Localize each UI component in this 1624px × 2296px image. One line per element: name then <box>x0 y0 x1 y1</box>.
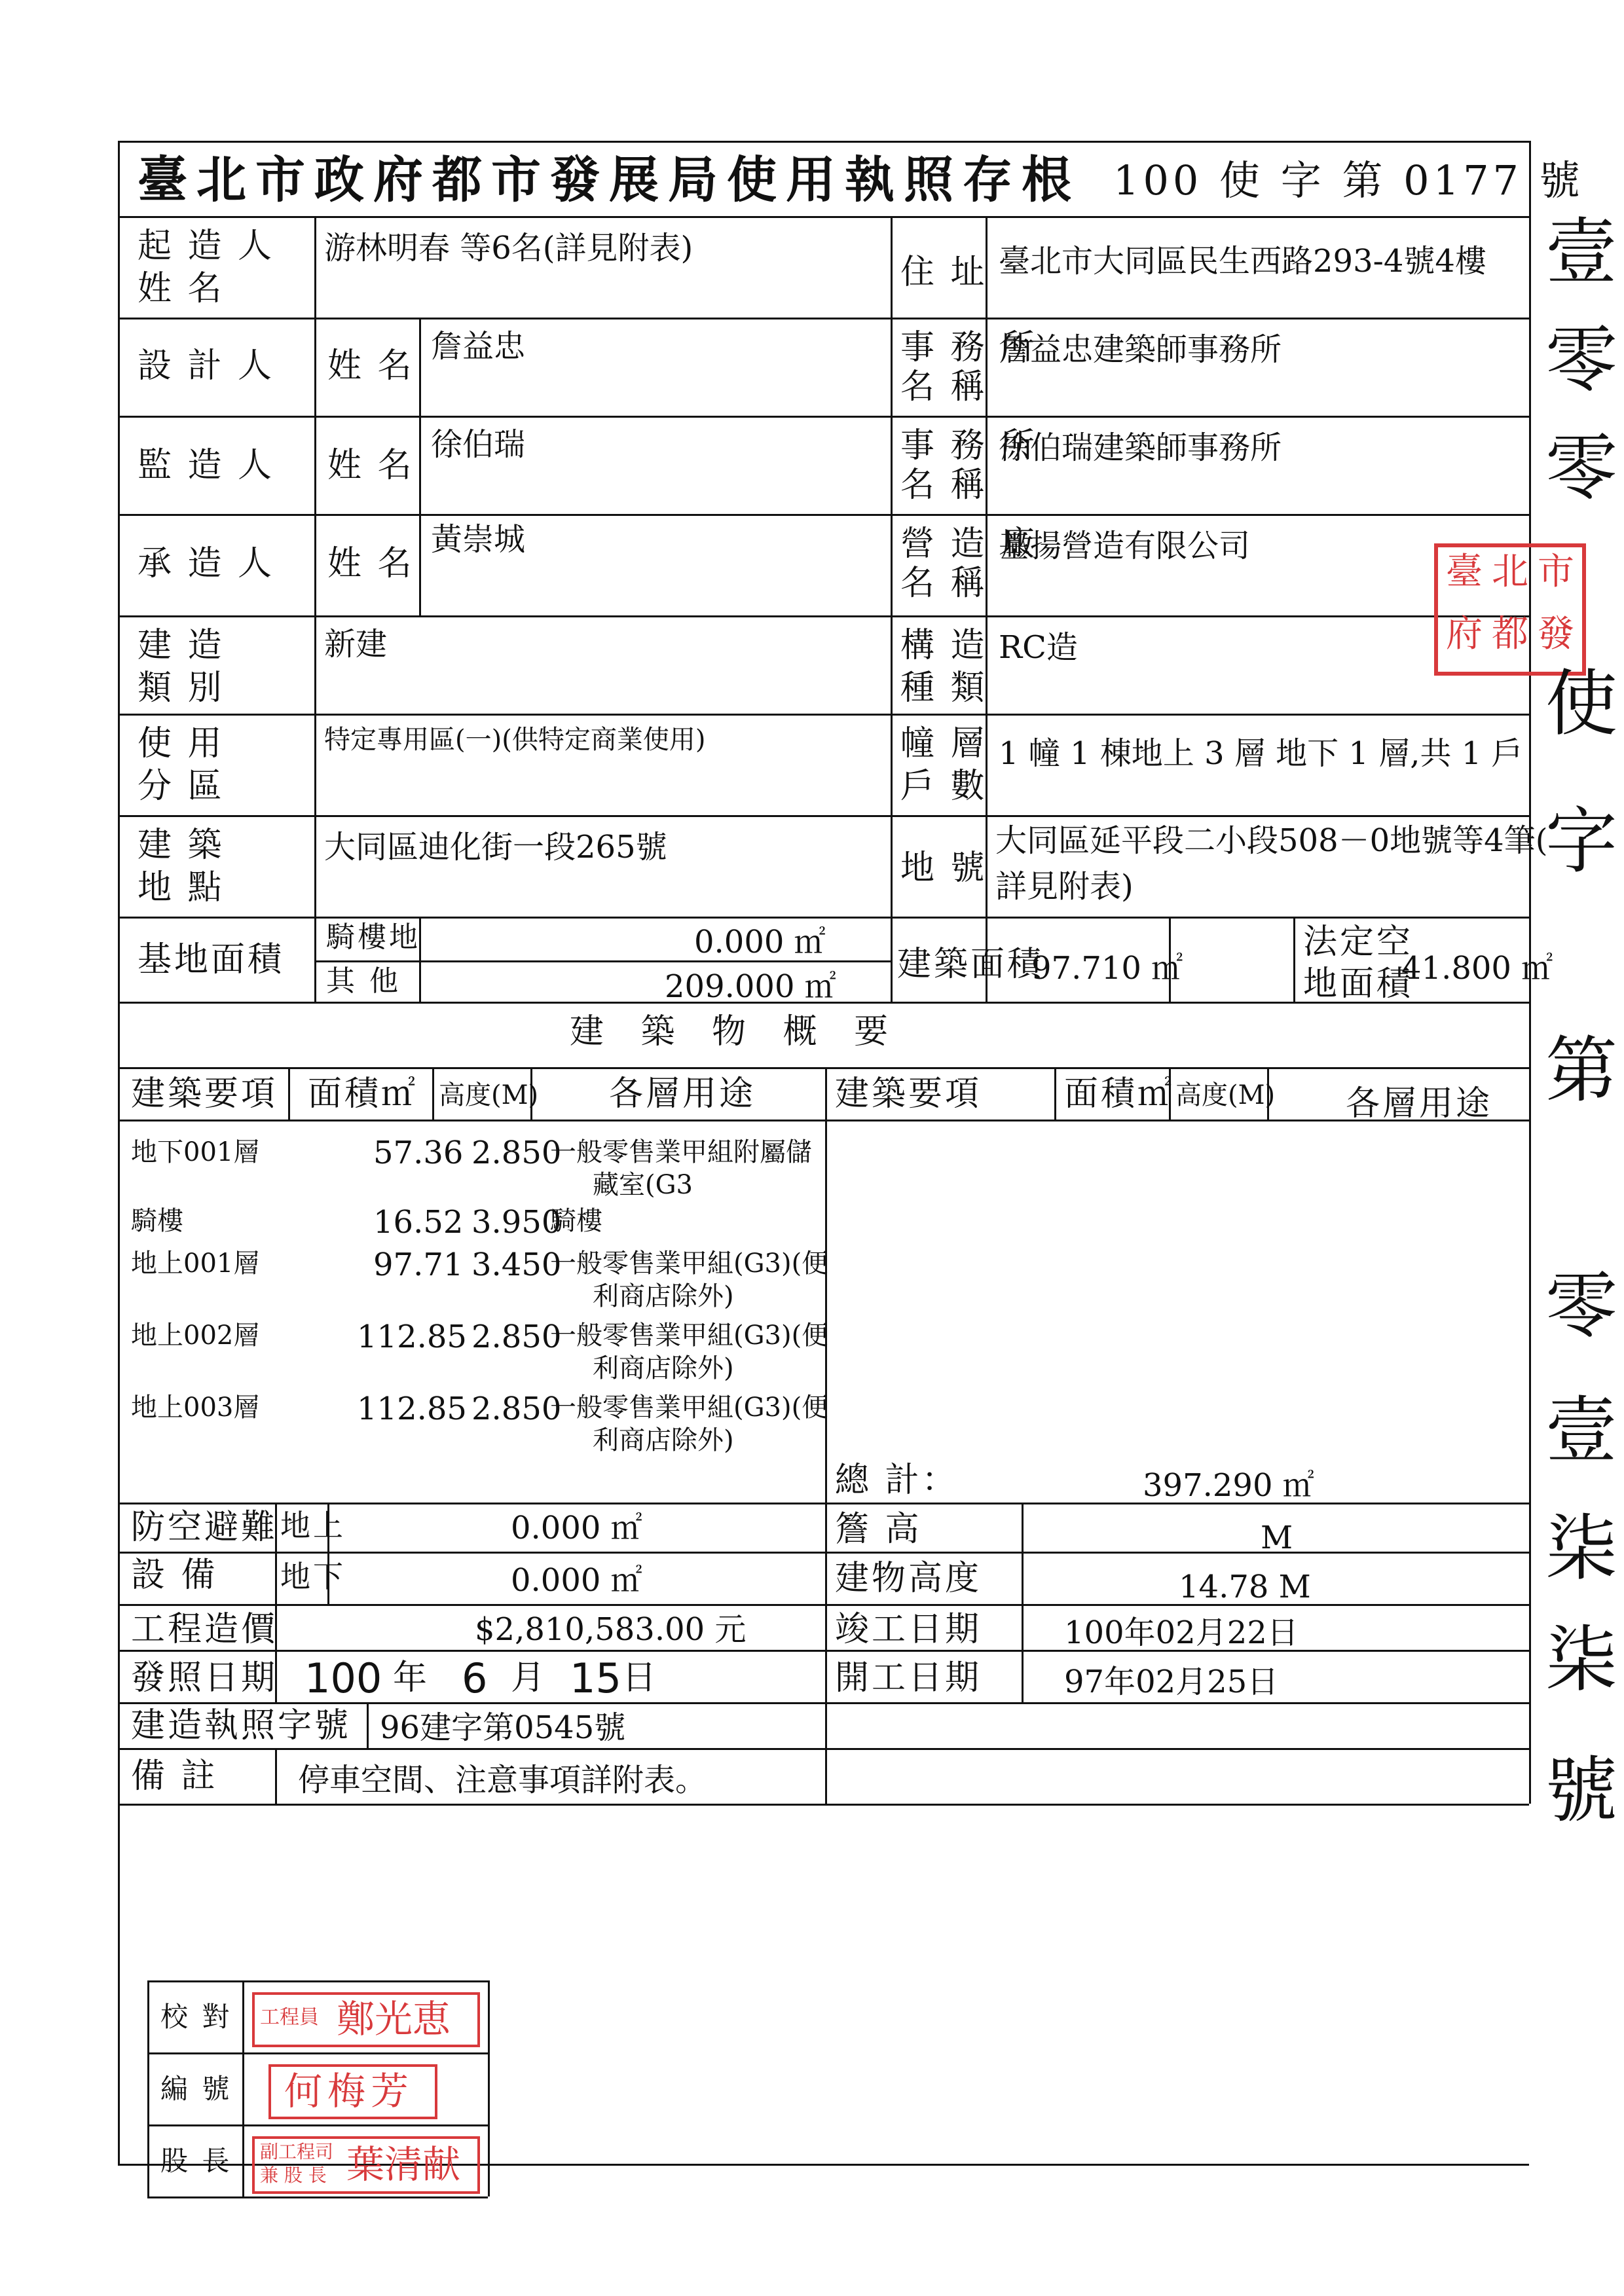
site-label-2: 地 點 <box>138 868 225 907</box>
factory-label-2: 名 稱 <box>900 564 987 603</box>
construction-permit-value: 96建字第0545號 <box>380 1709 626 1746</box>
chief-stamp-name: 葉清献 <box>346 2142 461 2187</box>
zoning-label-1: 使 用 <box>138 724 225 763</box>
overview-heading: 建 築 物 概 要 <box>570 1012 902 1051</box>
floors-label-2: 戶 數 <box>900 767 987 806</box>
side-char: 第 <box>1545 1029 1617 1112</box>
seal-char: 發 <box>1538 613 1574 655</box>
applicant-value: 游林明春 等6名(詳見附表) <box>324 230 693 266</box>
shelter-label-1: 防空避難 <box>131 1508 278 1547</box>
supervisor-name-label: 姓 名 <box>327 446 415 485</box>
building-area-label: 建築面積 <box>897 945 1044 984</box>
other-label: 其 他 <box>326 964 401 998</box>
chief-stamp <box>252 2136 480 2194</box>
designer-name-label: 姓 名 <box>327 346 415 386</box>
floor-item: 騎樓 <box>131 1206 183 1236</box>
shelter-below-value: 0.000 ㎡ <box>511 1562 642 1599</box>
shelter-above-label: 地上 <box>280 1508 346 1543</box>
col-item-right: 建築要項 <box>835 1074 982 1114</box>
floor-height: 3.950 <box>471 1204 562 1241</box>
floor-use-line1: 一般零售業甲組附屬儲 <box>550 1137 812 1167</box>
base-area-label: 基地面積 <box>138 940 285 979</box>
lot-value-2: 詳見附表) <box>995 868 1134 905</box>
col-height-left: 高度(M) <box>439 1080 539 1110</box>
floor-use-line2: 利商店除外) <box>593 1353 734 1383</box>
floor-area: 112.85 <box>357 1319 467 1355</box>
total-value: 397.290 ㎡ <box>1143 1467 1314 1504</box>
section-chief-label: 股 長 <box>160 2145 232 2177</box>
engineer-stamp-name: 鄭光恵 <box>337 1997 451 2041</box>
engineer-stamp-title: 工程員 <box>260 2006 319 2029</box>
number-stamp-name: 何梅芳 <box>284 2069 415 2113</box>
zoning-label-2: 分 區 <box>138 767 225 806</box>
eaves-value: M <box>1261 1520 1293 1556</box>
floor-area: 97.71 <box>373 1247 464 1283</box>
official-seal <box>1434 543 1586 676</box>
floor-use-line1: 騎樓 <box>550 1206 602 1236</box>
designer-label: 設 計 人 <box>138 346 275 386</box>
floor-height: 2.850 <box>471 1319 562 1355</box>
seal-char: 都 <box>1492 613 1528 655</box>
applicant-label-1: 起 造 人 <box>138 227 275 266</box>
bldg-height-label: 建物高度 <box>835 1559 982 1598</box>
total-label: 總 計： <box>835 1461 959 1500</box>
floor-use-line1: 一般零售業甲組(G3)(便 <box>550 1248 828 1279</box>
col-height-right: 高度(M) <box>1175 1080 1276 1110</box>
seal-char: 市 <box>1538 551 1574 593</box>
side-char: 壹 <box>1545 210 1617 294</box>
seal-char: 臺 <box>1446 551 1483 593</box>
side-char: 柒 <box>1545 1506 1617 1590</box>
shelter-above-value: 0.000 ㎡ <box>511 1510 642 1546</box>
zoning-value: 特定專用區(一)(供特定商業使用) <box>324 725 706 755</box>
completion-label: 竣工日期 <box>835 1610 982 1649</box>
cost-label: 工程造價 <box>131 1610 278 1649</box>
issue-year: 100 <box>304 1654 382 1702</box>
side-char: 號 <box>1545 1749 1617 1832</box>
supervisor-value: 徐伯瑞 <box>431 426 526 463</box>
applicant-label-2: 姓 名 <box>138 269 225 308</box>
structure-value: RC造 <box>999 629 1078 666</box>
col-use-left: 各層用途 <box>609 1074 756 1114</box>
contractor-value: 黃崇城 <box>431 521 526 558</box>
seal-char: 北 <box>1492 551 1528 593</box>
building-area-value: 97.710 ㎡ <box>1031 950 1183 987</box>
completion-value: 100年02月22日 <box>1064 1614 1299 1651</box>
side-char: 壹 <box>1545 1389 1617 1472</box>
floor-height: 3.450 <box>471 1247 562 1283</box>
start-date-label: 開工日期 <box>835 1658 982 1698</box>
check-label: 校 對 <box>160 2001 232 2033</box>
issue-month-unit: 月 <box>511 1658 548 1698</box>
start-date-value: 97年02月25日 <box>1064 1664 1279 1700</box>
designer-office-label-1: 事 務 所 <box>900 328 1038 367</box>
chief-stamp-title-2: 兼 股 長 <box>260 2164 327 2186</box>
site-value: 大同區迪化街一段265號 <box>324 829 667 866</box>
number-label: 編 號 <box>160 2073 232 2105</box>
floor-use-line1: 一般零售業甲組(G3)(便 <box>550 1393 828 1423</box>
engineer-stamp <box>252 1992 480 2047</box>
seal-char: 府 <box>1446 613 1483 655</box>
side-char: 使 <box>1545 662 1617 746</box>
construction-permit-label: 建造執照字號 <box>131 1706 352 1745</box>
open-space-label-1: 法定空 <box>1303 922 1414 962</box>
side-char: 零 <box>1545 1264 1617 1348</box>
build-type-label-1: 建 造 <box>138 626 225 665</box>
open-space-value: 41.800 ㎡ <box>1401 950 1553 987</box>
floor-use-line2: 藏室(G3 <box>593 1170 693 1200</box>
floor-use-line1: 一般零售業甲組(G3)(便 <box>550 1321 828 1351</box>
col-use-right: 各層用途 <box>1346 1084 1493 1123</box>
floor-item: 地上001層 <box>131 1248 260 1279</box>
eaves-label: 簷 高 <box>835 1510 922 1549</box>
side-char: 零 <box>1545 426 1617 510</box>
designer-office-value: 詹益忠建築師事務所 <box>999 331 1282 368</box>
lot-value-1: 大同區延平段二小段508－0地號等4筆( <box>995 822 1548 859</box>
issue-month: 6 <box>462 1654 488 1702</box>
number-stamp <box>268 2064 437 2119</box>
supervisor-office-label-2: 名 稱 <box>900 465 987 505</box>
issue-day-unit: 日 <box>622 1658 659 1698</box>
floors-label-1: 幢 層 <box>900 724 987 763</box>
side-char: 零 <box>1545 318 1617 402</box>
floor-height: 2.850 <box>471 1135 562 1171</box>
shelter-below-label: 地下 <box>280 1559 346 1594</box>
col-area-left: 面積㎡ <box>308 1074 418 1114</box>
designer-value: 詹益忠 <box>431 328 526 365</box>
lot-label: 地 號 <box>900 848 987 888</box>
side-char: 柒 <box>1545 1618 1617 1702</box>
arcade-land-label: 騎樓地 <box>326 920 420 954</box>
build-type-value: 新建 <box>324 626 388 663</box>
site-label-1: 建 築 <box>138 826 225 865</box>
col-item-left: 建築要項 <box>131 1074 278 1114</box>
floor-use-line2: 利商店除外) <box>593 1281 734 1311</box>
issue-year-unit: 年 <box>393 1658 430 1698</box>
structure-label-1: 構 造 <box>900 626 987 665</box>
floor-use-line2: 利商店除外) <box>593 1425 734 1455</box>
open-space-label-2: 地面積 <box>1303 964 1414 1004</box>
floor-item: 地下001層 <box>131 1137 260 1167</box>
factory-value: 基揚營造有限公司 <box>999 528 1251 564</box>
contractor-label: 承 造 人 <box>138 544 275 583</box>
factory-label-1: 營 造 廠 <box>900 524 1038 564</box>
contractor-name-label: 姓 名 <box>327 544 415 583</box>
floor-item: 地上002層 <box>131 1321 260 1351</box>
supervisor-label: 監 造 人 <box>138 446 275 485</box>
form-title: 臺北市政府都市發展局使用執照存根 <box>138 151 1080 209</box>
bldg-height-value: 14.78 M <box>1179 1569 1311 1605</box>
address-value: 臺北市大同區民生西路293-4號4樓 <box>999 243 1486 280</box>
cost-value: $2,810,583.00 元 <box>475 1611 747 1648</box>
structure-label-2: 種 類 <box>900 668 987 708</box>
issue-date-label: 發照日期 <box>131 1658 278 1698</box>
shelter-label-2: 設 備 <box>131 1556 218 1595</box>
floor-height: 2.850 <box>471 1391 562 1427</box>
other-area-value: 209.000 ㎡ <box>665 968 836 1005</box>
floor-area: 57.36 <box>373 1135 464 1171</box>
supervisor-office-label-1: 事 務 所 <box>900 426 1038 465</box>
remarks-value: 停車空間、注意事項詳附表。 <box>298 1762 707 1798</box>
floor-item: 地上003層 <box>131 1393 260 1423</box>
permit-form <box>118 141 1584 2187</box>
col-area-right: 面積㎡ <box>1064 1074 1175 1114</box>
floors-value: 1 幢 1 棟地上 3 層 地下 1 層,共 1 戶 <box>999 735 1523 772</box>
chief-stamp-title-1: 副工程司 <box>260 2141 334 2162</box>
issue-day: 15 <box>570 1654 621 1702</box>
designer-office-label-2: 名 稱 <box>900 367 987 407</box>
address-label: 住 址 <box>900 253 987 292</box>
floor-area: 16.52 <box>373 1204 464 1241</box>
arcade-land-value: 0.000 ㎡ <box>694 924 826 960</box>
floor-area: 112.85 <box>357 1391 467 1427</box>
remarks-label: 備 註 <box>131 1757 218 1796</box>
supervisor-office-value: 徐伯瑞建築師事務所 <box>999 429 1282 466</box>
build-type-label-2: 類 別 <box>138 668 225 708</box>
permit-number: 100 使 字 第 0177 號 <box>1113 156 1584 204</box>
side-char: 字 <box>1545 799 1617 883</box>
